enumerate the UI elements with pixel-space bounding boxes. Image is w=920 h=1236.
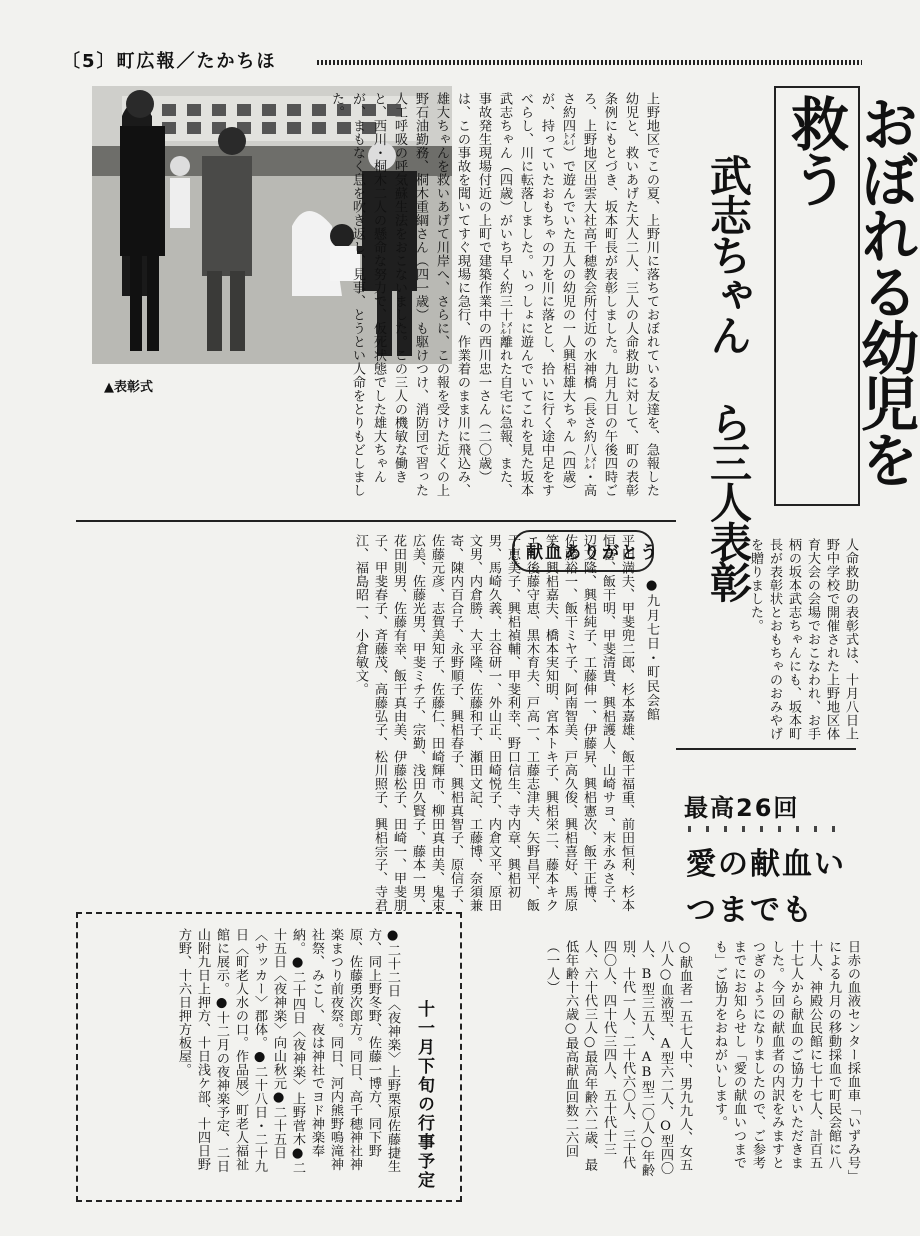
donation-headline-main: 愛の献血いつまでも	[686, 847, 846, 928]
header-rule	[317, 60, 862, 65]
headline-block	[676, 86, 919, 601]
donation-headline-small: 最高26回	[684, 794, 800, 822]
divider-top	[76, 520, 676, 522]
rescue-article-body: 上野地区でこの夏、上野川に落ちておぼれている友達を、急報した幼児と、救いあげた大人二人、三人の人命救助に対して、町の表彰条例にもとづき、坂本町長が表彰しました。九月九日の午後四時ごろ、上野地区出雲大社高千穂教会所付近の水神橋（長さ約八㍍・高さ約四㍍）で遊んでいた五人の幼児の一人興梠雄大ちゃん（四歳）が、持っていたおもちゃの刀を川に落とし、拾いに行く途中足をすべらし、川に転落しました。いっしょに遊んでいてこれを見た坂本武志ちゃん（四歳）がいち早く約三十㍍離れた自宅に急報、また、事故発生現場付近の上町で建築作業中の西川忠一さん（二〇歳）は、この事故を聞いてすぐ現場に急行、作業着のまま川に飛込み、雄大ちゃんを救いあげて川岸へ、さらに、この報を受けた近くの上野石油勤務、桐木重綱さん（四一歳）も駆けつけ、消防団で習った人工呼吸の呼気蘇生法をおこないました。この三人の機敏な働きと、西川・桐木二人の懸命な努力で、仮死状態でした雄大ちゃんが、まもなく息を吹き返し、見事、とうとい人命をとりもどしました。	[329, 92, 659, 497]
page-header-title: 〔5〕町広報／たかちほ	[62, 51, 277, 72]
headline-dots	[688, 826, 838, 832]
divider-right	[676, 748, 856, 750]
events-body: ●二十二日〈夜神楽〉上野栗原佐藤捷生方、同上野冬野、佐藤一博方、同下野原、佐藤勇次郎方。同日、高千穂神社神楽まつり前夜祭。同日、河内熊野鳴滝神社祭、みこし、夜は神社でヨド神楽奉納。●二十四日〈夜神楽〉上野菅木●二十五日〈夜神楽〉向山秋元●二十五日〈サッカー〉郡体。●二十八日・二十九日〈町老人水の口。作品展〉町老人福祉館に展示。●十二月の夜神楽予定、二日山附九日上押方、十日浅ケ部、十四日野方野、十六日押方板屋。	[176, 928, 400, 1175]
donor-list-session1-header: ●九月七日・町民会館	[644, 578, 659, 722]
donor-list-session1: 平田満夫、甲斐兜二郎、杉本嘉雄、飯干福重、前田恒利、杉本恒喜、飯干明、甲斐清貴、興梠護人、山崎サヨ、末永みさ子、辺文隆、興梠純子、工藤伸一、伊藤昇、興梠憲次、飯干正博、佐藤裕一、飯干ミヤ子、阿南智美、戸高久俊、興梠喜好、馬原笑、興梠嘉夫、橋本実知明、宮本トキ子、興梠栄二、藤本キクエ、後藤守恵、黒木育夫、戸高一、工藤志津夫、矢野昌平、飯干恵美子、興梠禎輔、甲斐利幸、野口信生、寺内章、興梠初男、馬崎久義、土谷研一、外山正、田崎悦子、内倉文平、原田文男、内倉勝、大平隆、佐藤和子、瀬田文記、工藤博、奈須兼寄、陳内百合子、永野順子、興梠春子、興梠真智子、原信子、佐藤元彦、志賀美知子、佐藤仁、田崎輝市、柳田真由美、鬼束広美、佐藤光男、甲斐ミチ子、宗勤、浅田久賢子、藤本一男、花田則男、佐藤有幸、飯干真由美、伊藤松子、田崎一、甲斐朋子、甲斐春子、斉藤茂、高藤弘子、松川照子、興梠宗子、寺君江、福島昭一、小倉敏文。	[353, 534, 634, 912]
donation-article-body: 日赤の血液センター採血車「いずみ号」による九月の移動採血で町民会館に八十人、神殿公民館に七十七人、計百五十七人から献血のご協力をいただきました。今回の献血者の内訳をみますとつぎのようになりましたので、ご参考までにお知らせし「愛の献血いつまでも」ご協力をおねがいします。	[712, 940, 860, 1177]
rescue-subheadline: 武志ちゃん ら三人表彰	[704, 154, 753, 601]
page-header	[62, 50, 862, 74]
award-ceremony-note: 人命救助の表彰式は、十月八日上野中学校で開催された上野地区体育大会の会場でおこなわれ、お手柄の坂本武志ちゃんにも、坂本町長が表彰状とおもちゃのおみやげを贈りました。	[748, 538, 858, 741]
donor-list-session2	[86, 770, 87, 771]
photo-caption: ▲表彰式	[104, 380, 153, 395]
rescue-headline: おぼれる幼児を救う	[781, 94, 919, 486]
events-heading: 十一月下旬の行事予定	[414, 1000, 434, 1190]
blood-donation-heading: 献血ありがとう	[526, 543, 659, 563]
donation-stats: ○献血者一五七人中、男九九人、女五八人○血液型、A型六二人、O型四〇人、B型三五人、AB型二〇人○年齢別、十代一人、二十代六〇人、三十代四〇人、四十代三四人、五十代十三人、六十代三人○最高年齢六二歳、最低年齢十六歳○最高献血回数二六回（一人）	[544, 940, 692, 1177]
